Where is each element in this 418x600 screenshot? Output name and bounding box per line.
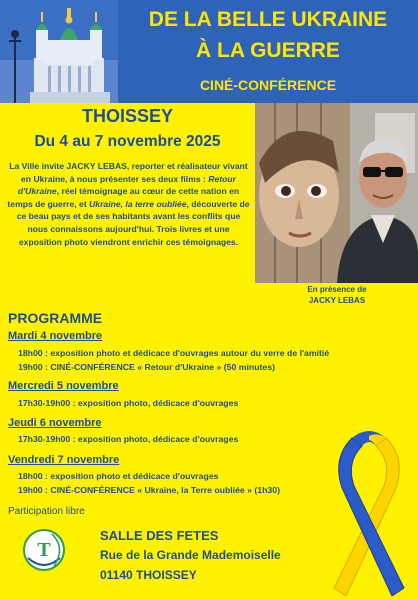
church-illustration: [0, 0, 118, 103]
reporter-photo: [255, 103, 418, 283]
logo-letter: T: [37, 539, 51, 561]
venue-street: Rue de la Grande Mademoiselle: [100, 548, 281, 562]
event-dates: Du 4 au 7 novembre 2025: [34, 133, 221, 150]
presence-line-2: JACKY LEBAS: [308, 296, 366, 305]
venue-town: 01140 THOISSEY: [100, 568, 197, 582]
presence-caption: [262, 284, 412, 306]
day-heading-thursday: Jeudi 6 novembre: [8, 417, 102, 429]
programme-item: 18h00 : exposition photo et dédicace d'ouvrages autour du verre de l'amitié: [18, 348, 330, 358]
title-line-1: DE LA BELLE UKRAINE: [148, 8, 388, 31]
day-heading-friday: Vendredi 7 novembre: [8, 454, 120, 466]
programme-item: 17h30-19h00 : exposition photo, dédicace d'ouvrages: [18, 434, 239, 444]
city-heading: THOISSEY: [81, 106, 174, 126]
day-heading-wednesday: Mercredi 5 novembre: [8, 380, 119, 392]
programme-item: 17h30-19h00 : exposition photo, dédicace d'ouvrages: [18, 398, 239, 408]
ukraine-ribbon-icon: [326, 428, 412, 596]
intro-paragraph: [6, 160, 251, 248]
programme-item: 18h00 : exposition photo et dédicace d'ouvrages: [18, 471, 219, 481]
film-title-2: Ukraine, la terre oubliée: [89, 198, 187, 209]
presence-line-1: En présence de: [307, 285, 367, 294]
film-title-1: Retour d'Ukraine: [17, 173, 236, 197]
thoissey-logo-icon: [22, 528, 66, 572]
programme-title: PROGRAMME: [8, 310, 103, 326]
subtitle: CINÉ-CONFÉRENCE: [199, 77, 337, 93]
participation-note: Participation libre: [8, 506, 85, 517]
programme-item: 19h00 : CINÉ-CONFÉRENCE « Retour d'Ukraine » (50 minutes): [18, 362, 275, 372]
intro-text-3: , découverte de ce beau pays et de ses habitants avant les conflits que nous connaissons aujourd'hui. Trois livres et une exposition photo viendront enrichir ces témoignages.: [16, 198, 250, 247]
title-line-2: À LA GUERRE: [196, 39, 340, 62]
intro-text-1: La Ville invite JACKY LEBAS, reporter et réalisateur vivant en Ukraine, à nous présenter ses deux films :: [9, 161, 248, 184]
venue-name: SALLE DES FETES: [100, 528, 219, 543]
intro-text-2: , réel témoignage au cœur de cette nation en temps de guerre, et: [7, 186, 240, 209]
programme-item: 19h00 : CINÉ-CONFÉRENCE « Ukraine, la Terre oubliée » (1h30): [18, 485, 280, 495]
day-heading-tuesday: Mardi 4 novembre: [8, 330, 103, 342]
